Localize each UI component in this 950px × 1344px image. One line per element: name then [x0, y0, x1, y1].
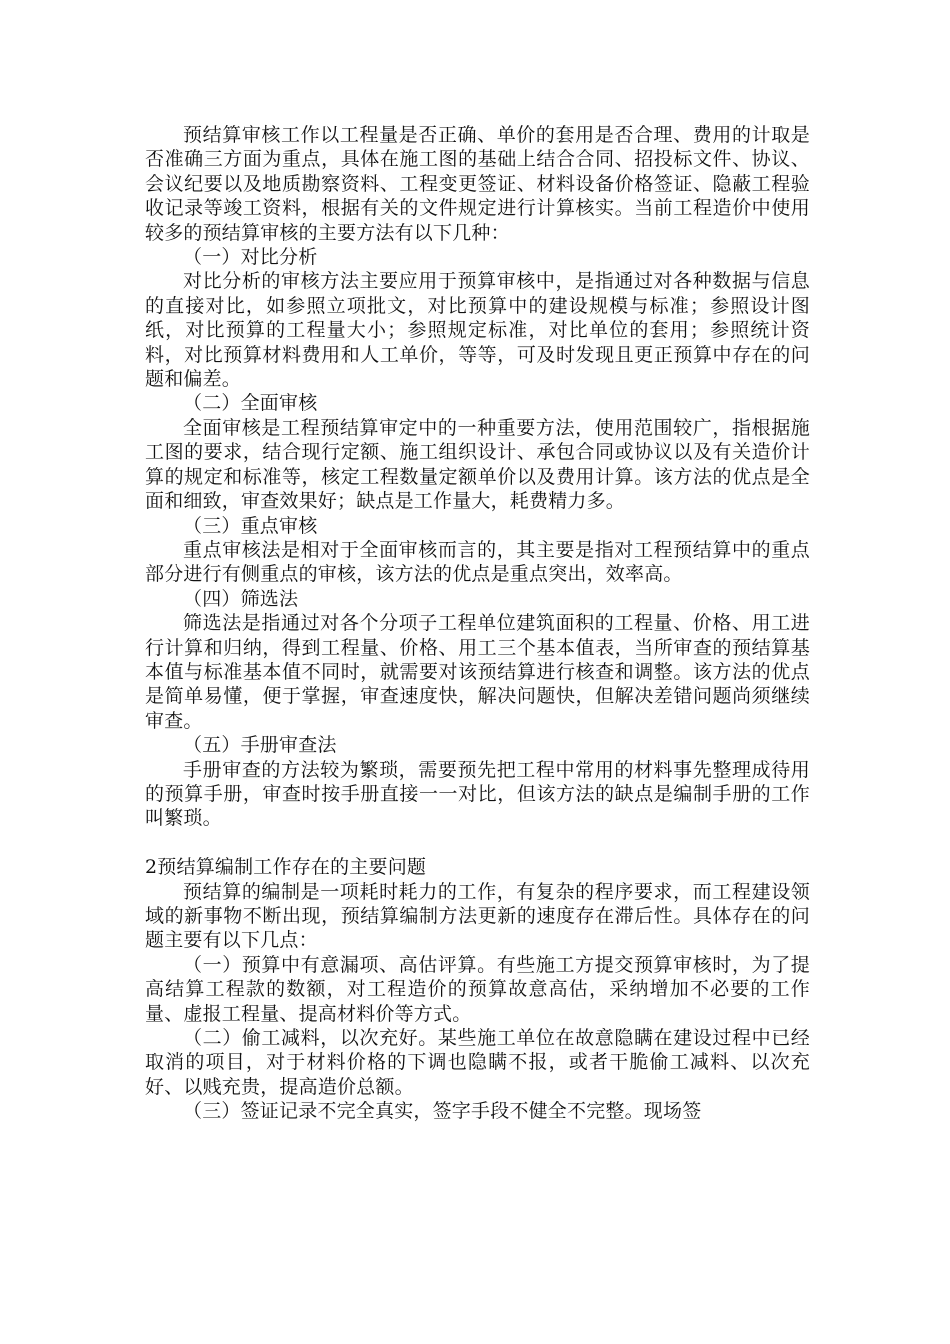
section-title-main-problems: 2预结算编制工作存在的主要问题 [145, 856, 427, 879]
paragraph-comparison-analysis: 对比分析的审核方法主要应用于预算审核中，是指通过对各种数据与信息的直接对比，如参照立项批文，对比预算中的建设规模与标准；参照设计图纸，对比预算的工程量大小；参照规定标准，对比单位的套用；参照统计资料，对比预算材料费用和人工单价，等等，可及时发现且更正预算中存在的问题和偏差。 [145, 270, 810, 391]
blank-line [145, 831, 810, 855]
paragraph-full-review: 全面审核是工程预结算审定中的一种重要方法，使用范围较广，指根据施工图的要求，结合现行定额、施工组织设计、承包合同或协议以及有关造价计算的规定和标准等，核定工程数量定额单价以及费用计算。该方法的优点是全面和细致，审查效果好；缺点是工作量大，耗费精力多。 [145, 416, 810, 513]
paragraph-problem-1: （一）预算中有意漏项、高估评算。有些施工方提交预算审核时，为了提高结算工程款的数额，对工程造价的预算故意高估，采纳增加不必要的工作量、虚报工程量、提高材料价等方式。 [145, 953, 810, 1025]
paragraph-screening-method: 筛选法是指通过对各个分项子工程单位建筑面积的工程量、价格、用工进行计算和归纳，得到工程量、价格、用工三个基本值表，当所审查的预结算基本值与标准基本值不同时，就需要对该预结算进行核查和调整。该方法的优点是简单易懂，便于掌握，审查速度快，解决问题快，但解决差错问题尚须继续审查。 [145, 612, 810, 732]
heading-manual-review: （五）手册审查法 [183, 734, 337, 757]
paragraph-key-review: 重点审核法是相对于全面审核而言的，其主要是指对工程预结算中的重点部分进行有侧重点的审核，该方法的优点是重点突出，效率高。 [145, 538, 810, 586]
paragraph-problem-3: （三）签证记录不完全真实，签字手段不健全不完整。现场签 [183, 1100, 702, 1123]
paragraph-intro: 预结算审核工作以工程量是否正确、单价的套用是否合理、费用的计取是否准确三方面为重点，具体在施工图的基础上结合合同、招投标文件、协议、会议纪要以及地质勘察资料、工程变更签证、材料设备价格签证、隐蔽工程验收记录等竣工资料，根据有关的文件规定进行计算核实。当前工程造价中使用较多的预结算审核的主要方法有以下几种： [145, 124, 810, 244]
paragraph-problems-intro: 预结算的编制是一项耗时耗力的工作，有复杂的程序要求，而工程建设领域的新事物不断出现，预结算编制方法更新的速度存在滞后性。具体存在的问题主要有以下几点： [145, 880, 810, 952]
heading-screening-method: （四）筛选法 [183, 587, 299, 610]
paragraph-manual-review: 手册审查的方法较为繁琐，需要预先把工程中常用的材料事先整理成待用的预算手册，审查时按手册直接一一对比，但该方法的缺点是编制手册的工作叫繁琐。 [145, 758, 810, 830]
document-page [145, 123, 810, 1124]
heading-comparison-analysis: （一）对比分析 [183, 246, 318, 269]
heading-full-review: （二）全面审核 [183, 392, 318, 415]
heading-key-review: （三）重点审核 [183, 514, 318, 537]
paragraph-problem-2: （二）偷工减料，以次充好。某些施工单位在故意隐瞒在建设过程中已经取消的项目，对于材料价格的下调也隐瞒不报，或者干脆偷工减料、以次充好、以贱充贵，提高造价总额。 [145, 1027, 810, 1098]
